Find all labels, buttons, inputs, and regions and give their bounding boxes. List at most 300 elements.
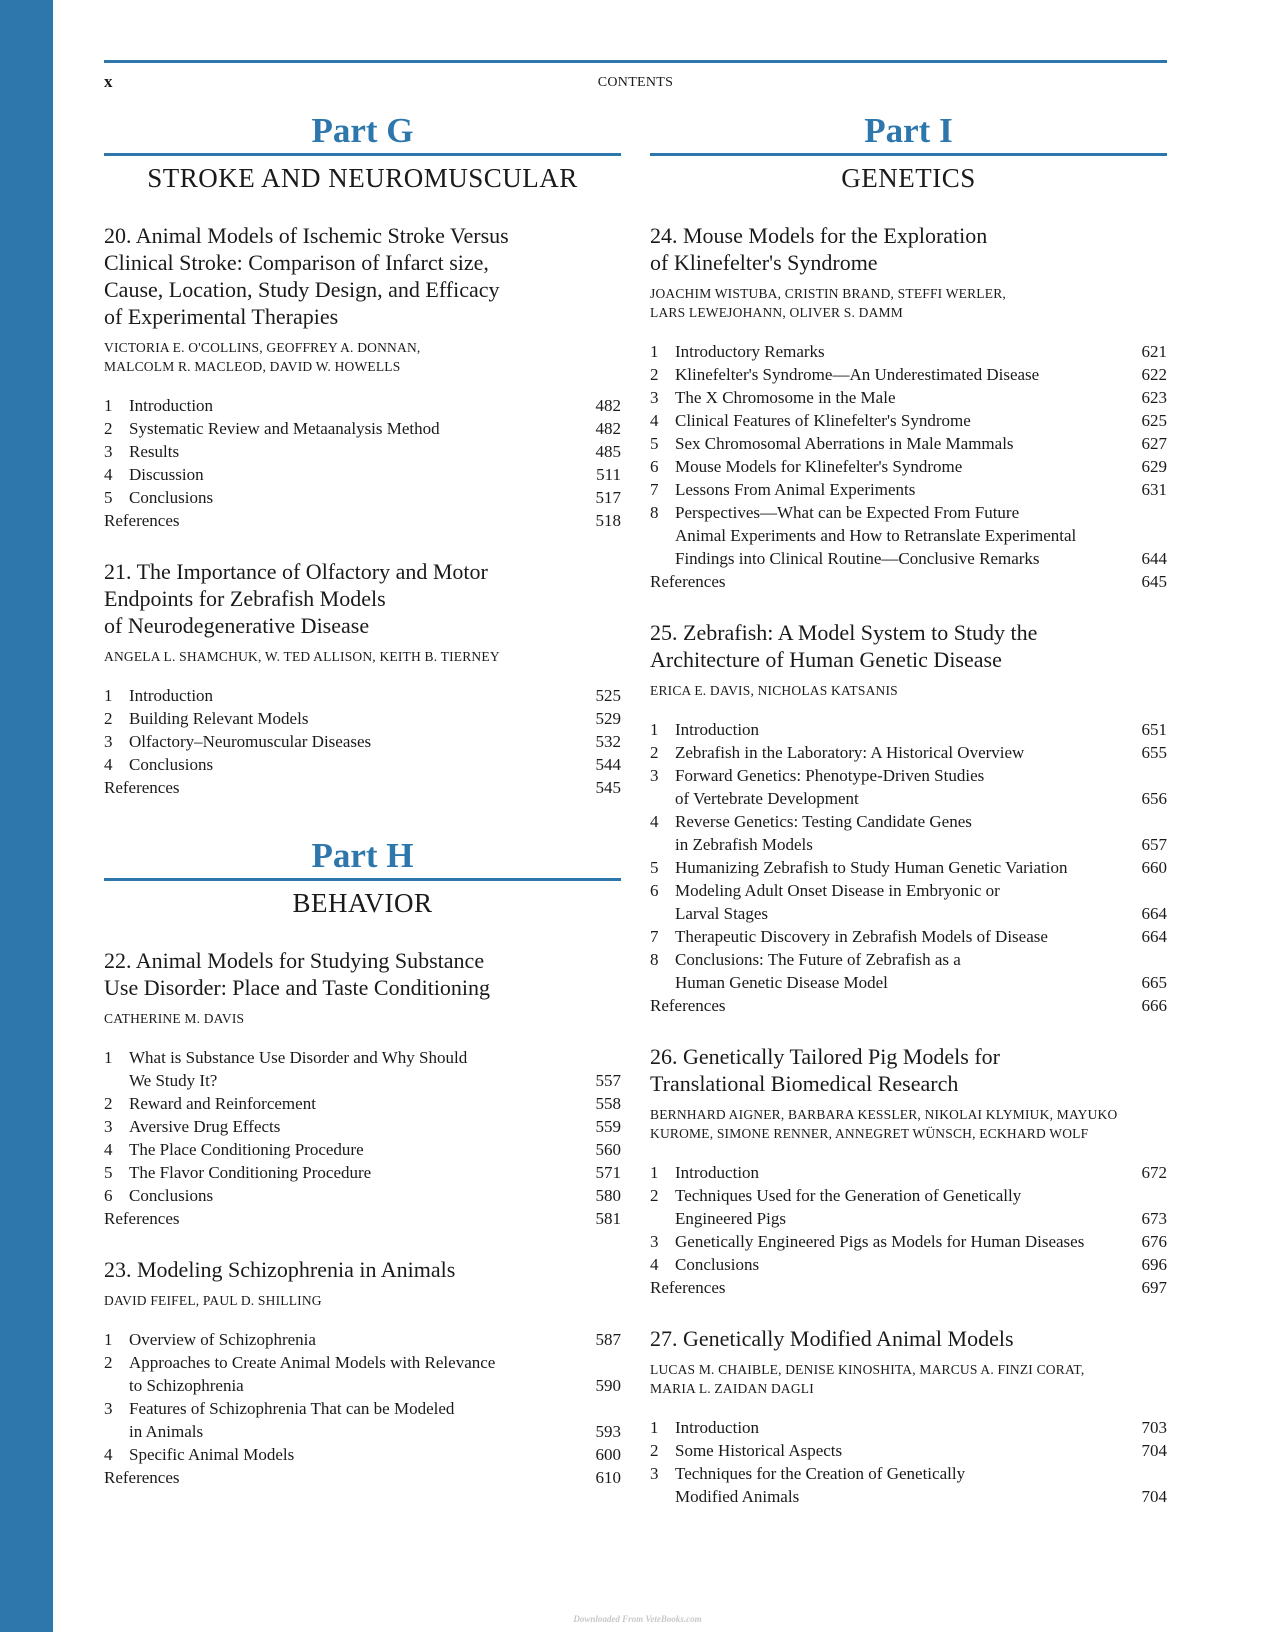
section-title-line: Conclusions [675, 1255, 760, 1274]
section-entry[interactable] [650, 925, 1167, 948]
section-page-number: 532 [595, 732, 621, 751]
chapter-authors [104, 338, 621, 376]
section-title-line: We Study It? [129, 1071, 218, 1090]
section-number: 7 [650, 480, 659, 499]
section-page-number: 664 [1141, 904, 1167, 923]
chapter-title[interactable] [104, 558, 621, 639]
chapter-title-line: 22. Animal Models for Studying Substance [104, 948, 485, 973]
section-title [675, 363, 1133, 386]
chapter-entry [104, 222, 621, 532]
part-name: BEHAVIOR [292, 888, 433, 918]
section-title [675, 1184, 1133, 1230]
section-title-line: Findings into Clinical Routine—Conclusive Remarks [675, 549, 1040, 568]
section-entry[interactable] [650, 386, 1167, 409]
section-page-number: 593 [595, 1422, 621, 1441]
section-page-number: 656 [1141, 789, 1167, 808]
section-title [129, 1397, 587, 1443]
section-title [675, 810, 1133, 856]
section-number: 6 [650, 457, 659, 476]
section-title-line: Conclusions [129, 488, 214, 507]
section-entry[interactable] [650, 455, 1167, 478]
section-entry[interactable] [650, 741, 1167, 764]
section-page-number: 631 [1141, 480, 1167, 499]
section-title [104, 1207, 587, 1230]
chapter-authors [104, 1009, 621, 1028]
section-page-number: 610 [595, 1468, 621, 1487]
section-entry[interactable] [104, 1092, 621, 1115]
section-page-number: 704 [1141, 1487, 1167, 1506]
section-list [104, 684, 621, 799]
section-page-number: 544 [595, 755, 621, 774]
section-entry[interactable] [650, 1161, 1167, 1184]
section-title-line: Klinefelter's Syndrome—An Underestimated Disease [675, 365, 1040, 384]
author-line: MALCOLM R. MACLEOD, DAVID W. HOWELLS [104, 359, 401, 374]
section-page-number: 657 [1141, 835, 1167, 854]
section-page-number: 482 [595, 419, 621, 438]
references-entry[interactable] [650, 570, 1167, 593]
part-section [650, 110, 1167, 1508]
section-entry[interactable] [650, 856, 1167, 879]
chapter-authors [650, 284, 1167, 322]
section-page-number: 529 [595, 709, 621, 728]
section-number: 4 [650, 1255, 659, 1274]
section-entry[interactable] [104, 1328, 621, 1351]
part-label: Part G [311, 111, 414, 150]
section-number: 6 [650, 881, 659, 900]
section-entry[interactable] [650, 1462, 1167, 1508]
chapter-title-line: 27. Genetically Modified Animal Models [650, 1326, 1014, 1351]
chapter-title-line: 23. Modeling Schizophrenia in Animals [104, 1257, 456, 1282]
section-title [129, 1328, 587, 1351]
section-number: 5 [104, 1163, 113, 1182]
section-list [650, 718, 1167, 1017]
section-number: 4 [104, 1140, 113, 1159]
part-section [104, 835, 621, 1489]
section-number: 4 [104, 1445, 113, 1464]
section-title [129, 394, 587, 417]
section-title [675, 478, 1133, 501]
section-entry[interactable] [650, 1439, 1167, 1462]
section-title-line: Introduction [129, 396, 214, 415]
part-name: GENETICS [841, 163, 976, 193]
section-entry[interactable] [104, 1351, 621, 1397]
section-title-line: Introduction [675, 1418, 760, 1437]
author-line: ANGELA L. SHAMCHUK, W. TED ALLISON, KEITH B. TIERNEY [104, 649, 500, 664]
section-title-line: Humanizing Zebrafish to Study Human Genetic Variation [675, 858, 1068, 877]
section-number: 1 [650, 1163, 659, 1182]
section-page-number: 580 [595, 1186, 621, 1205]
section-page-number: 571 [595, 1163, 621, 1182]
section-page-number: 665 [1141, 973, 1167, 992]
section-page-number: 651 [1141, 720, 1167, 739]
section-title-line: in Zebrafish Models [675, 835, 813, 854]
section-entry[interactable] [650, 340, 1167, 363]
section-number: 4 [104, 465, 113, 484]
section-page-number: 704 [1141, 1441, 1167, 1460]
section-title [675, 1416, 1133, 1439]
section-entry[interactable] [104, 1046, 621, 1092]
section-page-number: 600 [595, 1445, 621, 1464]
section-page-number: 485 [595, 442, 621, 461]
section-page-number: 558 [595, 1094, 621, 1113]
chapter-title[interactable] [104, 1256, 621, 1283]
section-number: 7 [650, 927, 659, 946]
section-title-line: Perspectives—What can be Expected From Future [675, 503, 1020, 522]
section-page-number: 629 [1141, 457, 1167, 476]
section-title [675, 501, 1133, 570]
section-title-line: Clinical Features of Klinefelter's Syndrome [675, 411, 971, 430]
chapter-title[interactable] [650, 1325, 1167, 1352]
section-title-line: The Place Conditioning Procedure [129, 1140, 364, 1159]
section-title-line: Modified Animals [675, 1487, 800, 1506]
section-title [104, 509, 587, 532]
chapter-title-line: Cause, Location, Study Design, and Efficacy [104, 277, 500, 302]
section-title [129, 707, 587, 730]
section-entry[interactable] [104, 394, 621, 417]
chapter-entry [104, 558, 621, 799]
section-page-number: 703 [1141, 1418, 1167, 1437]
section-title-line: to Schizophrenia [129, 1376, 244, 1395]
part-rule [650, 153, 1167, 156]
section-title-line: Sex Chromosomal Aberrations in Male Mammals [675, 434, 1014, 453]
section-entry[interactable] [104, 417, 621, 440]
section-title-line: Overview of Schizophrenia [129, 1330, 316, 1349]
section-number: 3 [650, 766, 659, 785]
section-list [650, 1416, 1167, 1508]
section-entry[interactable] [104, 463, 621, 486]
section-title [129, 1184, 587, 1207]
chapter-title-line: Translational Biomedical Research [650, 1071, 959, 1096]
section-number: 3 [650, 388, 659, 407]
section-title [129, 463, 587, 486]
side-color-bar [0, 0, 53, 1632]
section-number: 3 [104, 732, 113, 751]
section-title-line: Therapeutic Discovery in Zebrafish Models of Disease [675, 927, 1048, 946]
section-page-number: 545 [595, 778, 621, 797]
section-title-line: of Vertebrate Development [675, 789, 859, 808]
section-page-number: 587 [595, 1330, 621, 1349]
section-title [129, 1092, 587, 1115]
section-title [675, 764, 1133, 810]
chapter-title[interactable] [650, 222, 1167, 276]
part-label: Part H [311, 836, 414, 875]
section-title-line: Zebrafish in the Laboratory: A Historical Overview [675, 743, 1025, 762]
section-title [129, 1443, 587, 1466]
section-page-number: 559 [595, 1117, 621, 1136]
references-entry[interactable] [650, 1276, 1167, 1299]
section-page-number: 482 [595, 396, 621, 415]
section-entry[interactable] [104, 1138, 621, 1161]
section-title [675, 925, 1133, 948]
section-title-line: Introduction [675, 1163, 760, 1182]
section-title-line: Introduction [675, 720, 760, 739]
section-number: 4 [650, 411, 659, 430]
section-title [675, 879, 1133, 925]
section-entry[interactable] [650, 363, 1167, 386]
section-title-line: Results [129, 442, 180, 461]
chapter-title[interactable] [104, 222, 621, 330]
chapter-title-line: Clinical Stroke: Comparison of Infarct size, [104, 250, 489, 275]
chapter-authors [104, 647, 621, 666]
chapter-title[interactable] [104, 947, 621, 1001]
section-entry[interactable] [650, 810, 1167, 856]
section-page-number: 623 [1141, 388, 1167, 407]
section-list [650, 1161, 1167, 1299]
section-entry[interactable] [650, 948, 1167, 994]
section-entry[interactable] [650, 718, 1167, 741]
part-rule [104, 153, 621, 156]
right-column [650, 110, 1167, 1544]
chapter-title[interactable] [650, 1043, 1167, 1097]
section-title [675, 856, 1133, 879]
section-page-number: 676 [1141, 1232, 1167, 1251]
page-number: x [104, 72, 113, 91]
section-title-line: References [104, 511, 180, 530]
chapter-title-line: Architecture of Human Genetic Disease [650, 647, 1002, 672]
section-entry[interactable] [650, 409, 1167, 432]
footer-watermark: Downloaded From VeteBooks.com [573, 1614, 702, 1624]
chapter-title-line: of Klinefelter's Syndrome [650, 250, 878, 275]
section-entry[interactable] [650, 1253, 1167, 1276]
author-line: CATHERINE M. DAVIS [104, 1011, 245, 1026]
references-entry[interactable] [104, 776, 621, 799]
section-page-number: 673 [1141, 1209, 1167, 1228]
section-entry[interactable] [104, 730, 621, 753]
section-title-line: Forward Genetics: Phenotype-Driven Studies [675, 766, 985, 785]
section-number: 2 [650, 1186, 659, 1205]
part-rule [104, 878, 621, 881]
section-entry[interactable] [104, 1397, 621, 1443]
section-list [650, 340, 1167, 593]
section-number: 1 [104, 1048, 113, 1067]
section-page-number: 581 [595, 1209, 621, 1228]
section-title [675, 741, 1133, 764]
section-entry[interactable] [104, 1184, 621, 1207]
section-title-line: References [650, 996, 726, 1015]
chapter-title-line: 20. Animal Models of Ischemic Stroke Versus [104, 223, 509, 248]
section-list [104, 1328, 621, 1489]
section-title-line: Introductory Remarks [675, 342, 825, 361]
section-title [129, 1046, 587, 1092]
section-page-number: 672 [1141, 1163, 1167, 1182]
section-entry[interactable] [104, 486, 621, 509]
section-page-number: 666 [1141, 996, 1167, 1015]
chapter-title[interactable] [650, 619, 1167, 673]
chapter-entry [650, 1043, 1167, 1299]
section-number: 3 [650, 1464, 659, 1483]
section-title-line: Animal Experiments and How to Retranslate Experimental [675, 526, 1077, 545]
section-title-line: Aversive Drug Effects [129, 1117, 281, 1136]
header-rule [104, 60, 1167, 63]
section-entry[interactable] [650, 432, 1167, 455]
section-number: 8 [650, 950, 659, 969]
section-title-line: Reverse Genetics: Testing Candidate Genes [675, 812, 972, 831]
section-title-line: References [104, 1209, 180, 1228]
section-title-line: Some Historical Aspects [675, 1441, 843, 1460]
chapter-title-line: 25. Zebrafish: A Model System to Study the [650, 620, 1038, 645]
section-entry[interactable] [650, 879, 1167, 925]
references-entry[interactable] [650, 994, 1167, 1017]
section-number: 5 [650, 434, 659, 453]
section-page-number: 517 [595, 488, 621, 507]
section-title [675, 1230, 1133, 1253]
section-page-number: 655 [1141, 743, 1167, 762]
section-number: 2 [104, 419, 113, 438]
section-title-line: Conclusions: The Future of Zebrafish as a [675, 950, 961, 969]
section-entry[interactable] [104, 684, 621, 707]
chapter-authors [650, 1105, 1167, 1143]
section-number: 5 [104, 488, 113, 507]
author-line: LARS LEWEJOHANN, OLIVER S. DAMM [650, 305, 903, 320]
section-page-number: 590 [595, 1376, 621, 1395]
section-number: 6 [104, 1186, 113, 1205]
section-number: 2 [650, 743, 659, 762]
author-line: BERNHARD AIGNER, BARBARA KESSLER, NIKOLAI KLYMIUK, MAYUKO [650, 1107, 1118, 1122]
section-title [650, 570, 1133, 593]
section-entry[interactable] [104, 707, 621, 730]
section-title-line: Olfactory–Neuromuscular Diseases [129, 732, 372, 751]
section-title-line: in Animals [129, 1422, 204, 1441]
section-title-line: Building Relevant Models [129, 709, 309, 728]
section-entry[interactable] [104, 1115, 621, 1138]
section-entry[interactable] [104, 753, 621, 776]
section-entry[interactable] [650, 764, 1167, 810]
section-number: 3 [104, 1399, 113, 1418]
section-number: 1 [104, 396, 113, 415]
section-page-number: 627 [1141, 434, 1167, 453]
section-page-number: 697 [1141, 1278, 1167, 1297]
section-title [129, 753, 587, 776]
section-title [675, 718, 1133, 741]
chapter-authors [650, 1360, 1167, 1398]
section-page-number: 664 [1141, 927, 1167, 946]
section-title-line: Genetically Engineered Pigs as Models for Human Diseases [675, 1232, 1085, 1251]
chapter-title-line: of Experimental Therapies [104, 304, 339, 329]
section-title-line: Modeling Adult Onset Disease in Embryonic or [675, 881, 1000, 900]
section-title [675, 455, 1133, 478]
section-title-line: Introduction [129, 686, 214, 705]
section-title [675, 1161, 1133, 1184]
section-title-line: What is Substance Use Disorder and Why Should [129, 1048, 468, 1067]
section-title-line: Mouse Models for Klinefelter's Syndrome [675, 457, 963, 476]
section-title [129, 486, 587, 509]
section-page-number: 645 [1141, 572, 1167, 591]
section-title [129, 684, 587, 707]
section-number: 4 [104, 755, 113, 774]
section-number: 1 [650, 342, 659, 361]
section-page-number: 525 [595, 686, 621, 705]
chapter-entry [650, 619, 1167, 1017]
section-title [650, 1276, 1133, 1299]
part-label: Part I [864, 111, 953, 150]
section-page-number: 560 [595, 1140, 621, 1159]
section-title-line: The X Chromosome in the Male [675, 388, 896, 407]
section-number: 5 [650, 858, 659, 877]
section-entry[interactable] [650, 1230, 1167, 1253]
section-number: 3 [104, 442, 113, 461]
author-line: ERICA E. DAVIS, NICHOLAS KATSANIS [650, 683, 898, 698]
section-title-line: Larval Stages [675, 904, 768, 923]
references-entry[interactable] [104, 1466, 621, 1489]
section-title-line: Systematic Review and Metaanalysis Method [129, 419, 440, 438]
section-title [129, 417, 587, 440]
section-title [650, 994, 1133, 1017]
section-title-line: Techniques for the Creation of Genetically [675, 1464, 966, 1483]
section-title [129, 1161, 587, 1184]
section-title [129, 1351, 587, 1397]
chapter-title-line: 26. Genetically Tailored Pig Models for [650, 1044, 1000, 1069]
section-title-line: References [650, 572, 726, 591]
section-title-line: Features of Schizophrenia That can be Modeled [129, 1399, 455, 1418]
section-title [129, 1115, 587, 1138]
chapter-title-line: Endpoints for Zebrafish Models [104, 586, 386, 611]
section-title-line: Techniques Used for the Generation of Genetically [675, 1186, 1022, 1205]
section-title-line: Discussion [129, 465, 204, 484]
section-title-line: Reward and Reinforcement [129, 1094, 316, 1113]
author-line: MARIA L. ZAIDAN DAGLI [650, 1381, 814, 1396]
section-entry[interactable] [104, 440, 621, 463]
section-number: 3 [650, 1232, 659, 1251]
section-page-number: 557 [595, 1071, 621, 1090]
section-entry[interactable] [650, 1184, 1167, 1230]
section-number: 2 [104, 1094, 113, 1113]
section-title [675, 409, 1133, 432]
author-line: JOACHIM WISTUBA, CRISTIN BRAND, STEFFI WERLER, [650, 286, 1006, 301]
references-entry[interactable] [104, 509, 621, 532]
chapter-entry [650, 222, 1167, 593]
section-title-line: The Flavor Conditioning Procedure [129, 1163, 372, 1182]
section-page-number: 622 [1141, 365, 1167, 384]
section-list [104, 1046, 621, 1230]
section-number: 2 [104, 709, 113, 728]
section-number: 3 [104, 1117, 113, 1136]
author-line: VICTORIA E. O'COLLINS, GEOFFREY A. DONNAN, [104, 340, 421, 355]
section-page-number: 696 [1141, 1255, 1167, 1274]
chapter-title-line: 21. The Importance of Olfactory and Motor [104, 559, 488, 584]
section-title-line: Engineered Pigs [675, 1209, 786, 1228]
part-section [104, 110, 621, 799]
section-page-number: 518 [595, 511, 621, 530]
section-title [675, 432, 1133, 455]
section-title [675, 1439, 1133, 1462]
section-entry[interactable] [104, 1443, 621, 1466]
author-line: DAVID FEIFEL, PAUL D. SHILLING [104, 1293, 322, 1308]
chapter-title-line: of Neurodegenerative Disease [104, 613, 370, 638]
section-title [104, 776, 587, 799]
section-title [675, 386, 1133, 409]
section-title [675, 340, 1133, 363]
section-title-line: Lessons From Animal Experiments [675, 480, 916, 499]
section-entry[interactable] [104, 1161, 621, 1184]
section-number: 8 [650, 503, 659, 522]
author-line: KUROME, SIMONE RENNER, ANNEGRET WÜNSCH, ECKHARD WOLF [650, 1126, 1089, 1141]
section-title-line: References [650, 1278, 726, 1297]
section-title-line: References [104, 1468, 180, 1487]
left-column [104, 110, 621, 1525]
author-line: LUCAS M. CHAIBLE, DENISE KINOSHITA, MARCUS A. FINZI CORAT, [650, 1362, 1085, 1377]
section-entry[interactable] [650, 501, 1167, 570]
section-page-number: 644 [1141, 549, 1167, 568]
section-entry[interactable] [650, 478, 1167, 501]
chapter-title-line: Use Disorder: Place and Taste Conditioning [104, 975, 491, 1000]
section-entry[interactable] [650, 1416, 1167, 1439]
section-title-line: Conclusions [129, 755, 214, 774]
references-entry[interactable] [104, 1207, 621, 1230]
section-title [129, 440, 587, 463]
section-title [675, 1253, 1133, 1276]
section-title [129, 1138, 587, 1161]
section-number: 2 [650, 365, 659, 384]
